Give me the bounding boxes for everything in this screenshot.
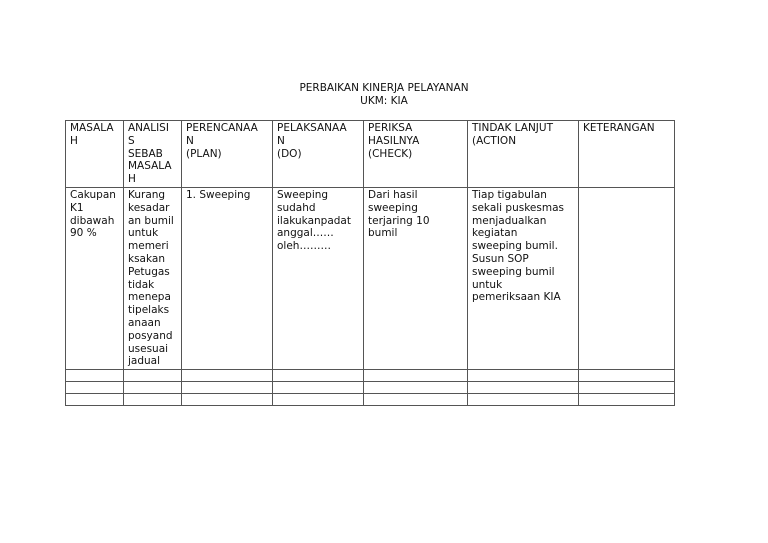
cell-text-line: posyand [128, 329, 173, 342]
cell-text-line: tipelaks [128, 304, 170, 317]
cell-text-line: S [128, 134, 135, 147]
cell-text-line: H [70, 134, 78, 147]
document-title-block [0, 82, 768, 108]
cell-tindak-lanjut [468, 187, 579, 369]
cell-text-line: jadual [128, 355, 161, 368]
empty-cell [364, 370, 468, 382]
cell-text-line: pemeriksaan KIA [472, 291, 561, 304]
empty-cell [273, 370, 364, 382]
cell-text-line: sudahd [277, 201, 316, 214]
empty-cell [182, 394, 273, 406]
cell-text-line: untuk [472, 278, 503, 291]
cell-text-line: anaan [128, 316, 161, 329]
cell-text-line: Petugas [128, 265, 170, 278]
empty-cell [124, 382, 182, 394]
cell-text-line: PERIKSA [368, 122, 413, 134]
empty-cell [364, 382, 468, 394]
cell-text-line: SEBAB [128, 147, 163, 160]
empty-cell [579, 370, 675, 382]
cell-text-line: sweeping bumil. [472, 240, 558, 253]
cell-text-line: Tiap tigabulan [472, 188, 547, 201]
cell-text-line: 90 % [70, 227, 97, 240]
cell-text-line: ANALISI [128, 122, 169, 134]
cell-text-line: Dari hasil [368, 188, 418, 201]
cell-text-line: menepa [128, 291, 171, 304]
cell-text-line: PERENCANAA [186, 122, 258, 134]
cell-text-line: HASILNYA [368, 134, 420, 147]
empty-cell [468, 370, 579, 382]
cell-text-line: PELAKSANAA [277, 122, 347, 134]
cell-text-line: Kurang [128, 188, 166, 201]
cell-text-line: (ACTION [472, 134, 517, 147]
cell-text-line: terjaring 10 [368, 214, 430, 227]
cell-text-line: Susun SOP [472, 252, 529, 265]
header-perencanaan [182, 121, 273, 188]
cell-text-line: Cakupan [70, 188, 116, 201]
cell-text-line: menjadualkan [472, 214, 547, 227]
cell-text-line: MASALA [128, 160, 172, 173]
table-row-empty [66, 370, 675, 382]
cell-periksa [364, 187, 468, 369]
empty-cell [273, 394, 364, 406]
cell-text-line: H [128, 173, 136, 186]
table-row-empty [66, 394, 675, 406]
document-title: PERBAIKAN KINERJA PELAYANAN [299, 82, 469, 94]
empty-cell [468, 382, 579, 394]
header-row [66, 121, 675, 188]
cell-text-line: an bumil [128, 214, 174, 227]
cell-text-line: TINDAK LANJUT [472, 122, 553, 134]
cell-text-line: sekali puskesmas [472, 201, 564, 214]
header-pelaksanaan [273, 121, 364, 188]
table-row-empty [66, 382, 675, 394]
cell-text-line: ilakukanpadat [277, 214, 351, 227]
table-row [66, 187, 675, 369]
cell-text-line: (DO) [277, 147, 302, 160]
cell-masalah [66, 187, 124, 369]
cell-text-line: KETERANGAN [583, 122, 655, 134]
cell-text-line: K1 [70, 201, 84, 214]
cell-text-line: 1. Sweeping [186, 188, 251, 201]
document-subtitle: UKM: KIA [360, 95, 408, 107]
pdca-table [65, 120, 675, 406]
cell-text-line: usesuai [128, 342, 169, 355]
empty-cell [182, 370, 273, 382]
cell-text-line: anggal…… [277, 227, 334, 240]
empty-cell [579, 382, 675, 394]
empty-cell [124, 370, 182, 382]
cell-text-line: tidak [128, 278, 155, 291]
cell-text-line: MASALA [70, 122, 114, 134]
cell-text-line: (PLAN) [186, 147, 222, 160]
cell-text-line: dibawah [70, 214, 115, 227]
cell-text-line: sweeping [368, 201, 418, 214]
empty-cell [124, 394, 182, 406]
cell-text-line: (CHECK) [368, 147, 413, 160]
empty-cell [364, 394, 468, 406]
cell-text-line: memeri [128, 240, 169, 253]
cell-text-line: N [277, 134, 285, 147]
header-tindak-lanjut [468, 121, 579, 188]
cell-text-line: oleh……… [277, 240, 331, 253]
cell-text-line: kegiatan [472, 227, 518, 240]
empty-cell [579, 394, 675, 406]
header-masalah [66, 121, 124, 188]
cell-text-line: N [186, 134, 194, 147]
cell-text-line: kesadar [128, 201, 170, 214]
header-periksa [364, 121, 468, 188]
cell-pelaksanaan [273, 187, 364, 369]
empty-cell [182, 382, 273, 394]
cell-text-line: bumil [368, 227, 398, 240]
empty-cell [468, 394, 579, 406]
cell-analisis [124, 187, 182, 369]
cell-text-line: sweeping bumil [472, 265, 555, 278]
cell-keterangan [579, 187, 675, 369]
cell-text-line: Sweeping [277, 188, 329, 201]
empty-cell [66, 394, 124, 406]
header-keterangan [579, 121, 675, 188]
cell-perencanaan [182, 187, 273, 369]
empty-cell [66, 382, 124, 394]
header-analisis [124, 121, 182, 188]
empty-cell [66, 370, 124, 382]
cell-text-line: untuk [128, 227, 159, 240]
table-container [65, 120, 675, 406]
empty-cell [273, 382, 364, 394]
cell-text-line: ksakan [128, 252, 165, 265]
